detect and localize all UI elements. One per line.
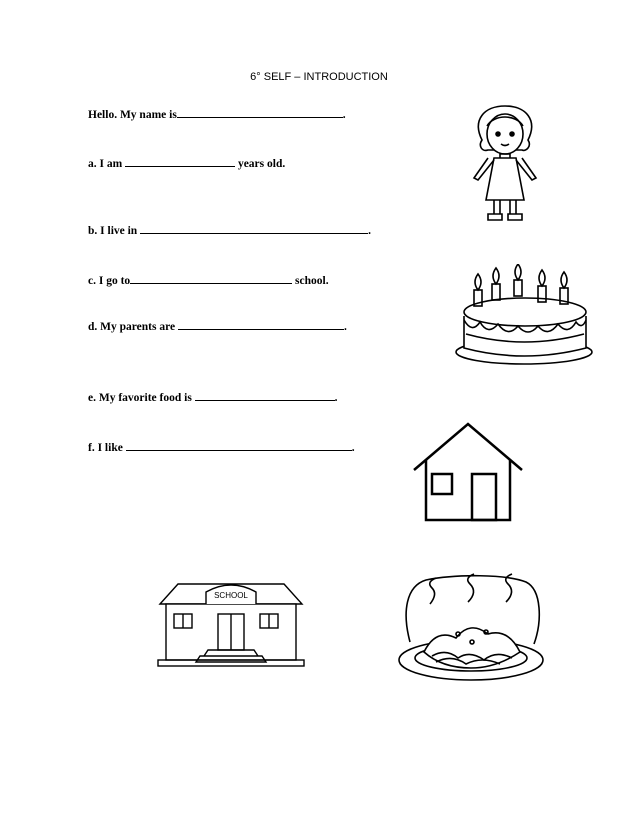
sentence-text: c. I go to bbox=[88, 275, 131, 287]
answer-blank-age[interactable] bbox=[125, 157, 235, 167]
sentence-end: years old. bbox=[235, 158, 286, 170]
school-illustration bbox=[156, 578, 306, 668]
sentence-text: d. My parents are bbox=[88, 321, 178, 333]
answer-blank-live[interactable] bbox=[140, 224, 368, 234]
birthday-cake-illustration bbox=[452, 264, 602, 368]
sentence-parents bbox=[88, 320, 347, 333]
sentence-live bbox=[88, 224, 371, 237]
sentence-end: . bbox=[351, 442, 355, 454]
answer-blank-school[interactable] bbox=[130, 274, 292, 284]
sentence-end: school. bbox=[292, 275, 329, 287]
sentence-name bbox=[88, 108, 346, 121]
sentence-end: . bbox=[343, 321, 347, 333]
answer-blank-like[interactable] bbox=[126, 441, 352, 451]
sentence-like bbox=[88, 441, 355, 454]
sentence-text: a. I am bbox=[88, 158, 126, 170]
sentence-text: Hello. My name is bbox=[88, 109, 177, 121]
answer-blank-parents[interactable] bbox=[178, 320, 344, 330]
answer-blank-food[interactable] bbox=[195, 391, 335, 401]
sentence-food bbox=[88, 391, 338, 404]
spaghetti-illustration bbox=[396, 572, 546, 684]
sentence-text: f. I like bbox=[88, 442, 126, 454]
sentence-text: e. My favorite food is bbox=[88, 392, 195, 404]
sentence-age bbox=[88, 157, 285, 170]
sentence-text: b. I live in bbox=[88, 225, 141, 237]
girl-illustration bbox=[450, 100, 560, 226]
sentence-end: . bbox=[368, 225, 371, 237]
sentence-school bbox=[88, 274, 329, 287]
sentence-end: . bbox=[334, 392, 338, 404]
worksheet-title: 6° SELF – INTRODUCTION bbox=[250, 71, 388, 83]
school-sign-text: SCHOOL bbox=[214, 591, 248, 600]
house-illustration bbox=[410, 420, 526, 524]
sentence-end: . bbox=[342, 109, 346, 121]
answer-blank-name[interactable] bbox=[177, 108, 343, 118]
